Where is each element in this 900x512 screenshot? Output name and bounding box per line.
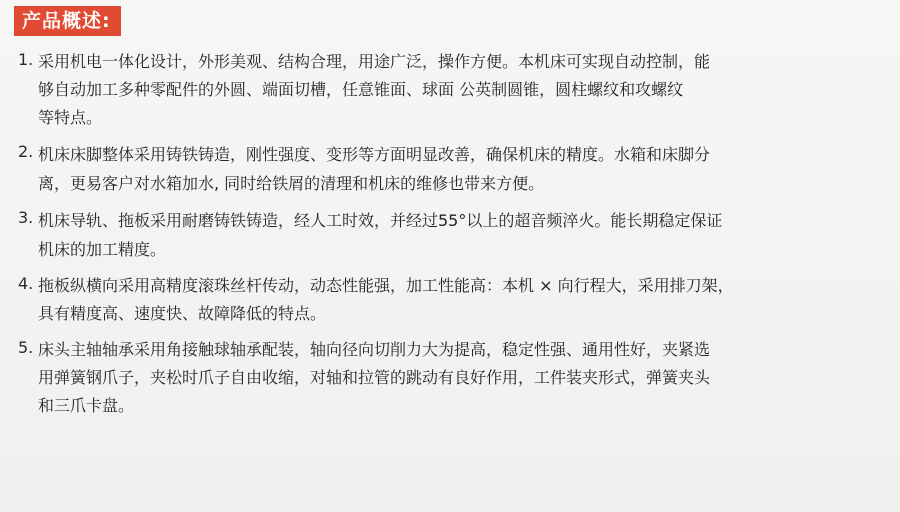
- item-number: 5.: [18, 338, 34, 357]
- item-text: [38, 140, 710, 198]
- item-text: [38, 206, 722, 264]
- list-item: [18, 48, 893, 132]
- text-line: 用弹簧钢爪子，夹松时爪子自由收缩，对轴和拉管的跳动有良好作用，工件装夹形式，弹簧夹头: [38, 368, 711, 387]
- text-line: 床头主轴轴承采用角接触球轴承配装，轴向径向切削力大为提高，稳定性强、通用性好，夹紧选: [38, 340, 711, 359]
- item-number: 2.: [18, 142, 34, 161]
- list-item: [18, 272, 893, 328]
- text-line: 等特点。: [38, 108, 103, 127]
- item-number: 4.: [18, 274, 34, 293]
- list-item: [18, 336, 893, 420]
- item-number: 3.: [18, 208, 34, 227]
- text-line: 离，更易客户对水箱加水, 同时给铁屑的清理和机床的维修也带来方便。: [38, 174, 545, 193]
- text-line: 够自动加工多种零配件的外圆、端面切槽，任意锥面、球面 公英制圆锥，圆柱螺纹和攻螺纹: [38, 80, 684, 99]
- text-line: 采用机电一体化设计，外形美观、结构合理，用途广泛，操作方便。本机床可实现自动控制，能: [38, 52, 711, 71]
- text-line: 拖板纵横向采用高精度滚珠丝杆传动，动态性能强，加工性能高：本机 × 向行程大，采用排刀架，: [38, 276, 734, 295]
- list-item: [18, 206, 893, 264]
- list-item: [18, 140, 893, 198]
- feature-list: [18, 48, 893, 426]
- text-line: 机床床脚整体采用铸铁铸造，刚性强度、变形等方面明显改善，确保机床的精度。水箱和床脚分: [38, 145, 711, 164]
- item-number: 1.: [18, 50, 34, 69]
- section-heading: 产品概述:: [14, 6, 121, 36]
- text-line: 机床的加工精度。: [38, 240, 167, 259]
- text-line: 具有精度高、速度快、故障降低的特点。: [38, 304, 327, 323]
- text-line: 和三爪卡盘。: [38, 396, 135, 415]
- item-text: [38, 336, 710, 420]
- item-text: [38, 48, 710, 132]
- item-text: [38, 272, 734, 328]
- text-line: 机床导轨、拖板采用耐磨铸铁铸造，经人工时效，并经过55°以上的超音频淬火。能长期稳定保证: [38, 211, 723, 230]
